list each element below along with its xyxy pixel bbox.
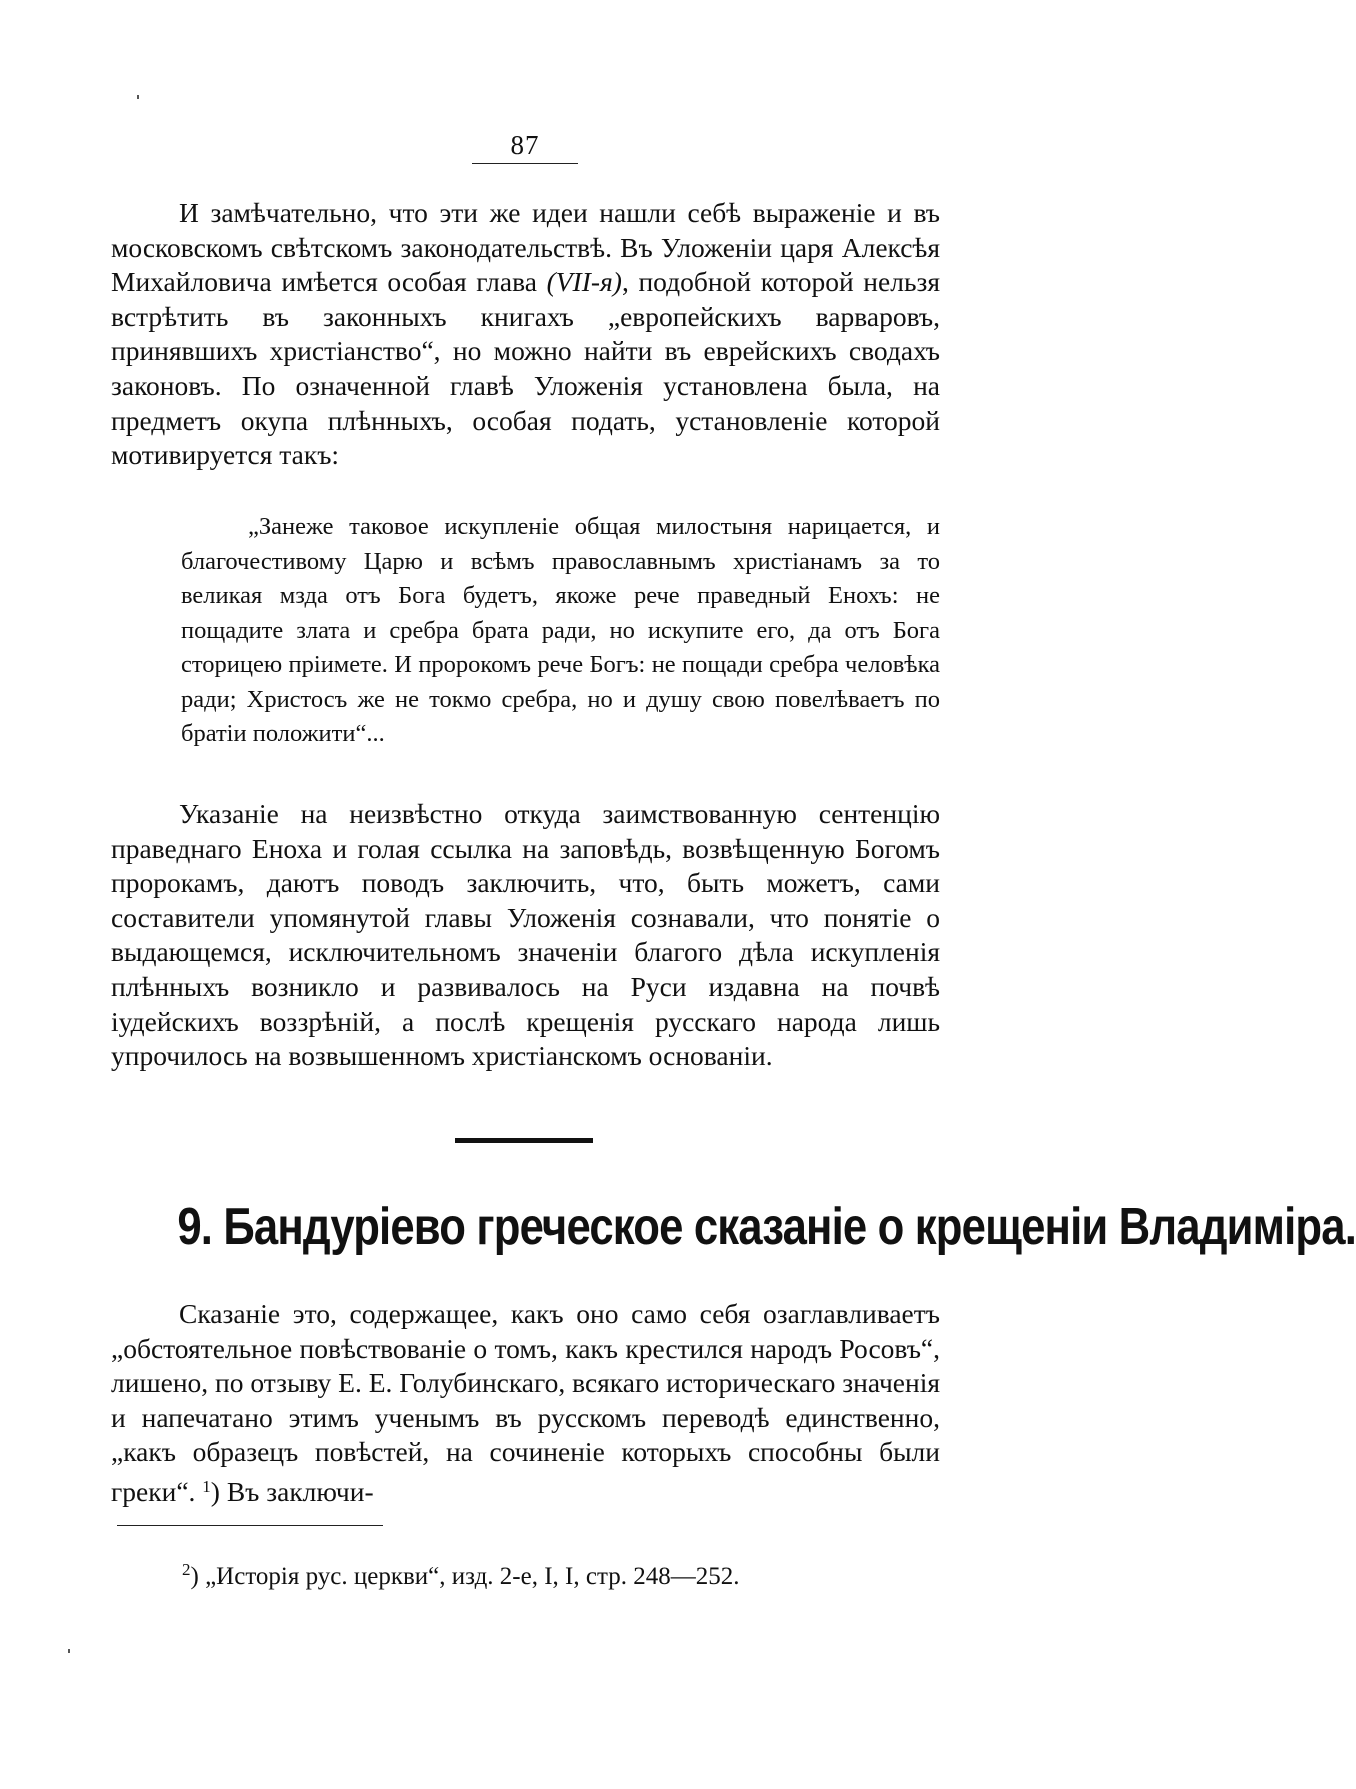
footnote-marker: 2: [182, 1560, 191, 1579]
paragraph-text: ) Въ заключи-: [210, 1475, 374, 1507]
paragraph-conclusion: Указаніе на неизвѣстно откуда заимствованную сентенцію праведнаго Еноха и голая ссылка на заповѣдь, возвѣщенную Богомъ пророкамъ, даютъ поводъ заключить, что, быть можетъ, сами составители упомянутой главы Уложенія сознавали, что понятіе о выдающемся, исключительномъ значеніи благого дѣла искупленія плѣнныхъ возникло и развивалось на Руси издавна на почвѣ іудейскихъ воззрѣній, а послѣ крещенія русскаго народа лишь упрочилось на возвышенномъ христіанскомъ основаніи.: [111, 798, 940, 1072]
print-speck: [137, 95, 139, 99]
footnote-separator: [117, 1525, 383, 1526]
section-heading: 9. Бандуріево греческое сказаніе о крещеніи Владиміра.: [177, 1198, 1356, 1256]
paragraph-text: Сказаніе это, содержащее, какъ оно само себя озаглавливаетъ „обстоятельное повѣствованіе о томъ, какъ крестился народъ Росовъ“, лишено, по отзыву Е. Е. Голубинскаго, всякаго историческаго значенія и напечатано этимъ ученымъ въ русскомъ переводѣ единственно, „какъ образецъ повѣстей, на сочиненіе которыхъ способны были греки“.: [111, 1298, 940, 1507]
page-number-underline: [472, 163, 578, 164]
paragraph-text: И замѣчательно, что эти же идеи нашли себѣ выраженіе и въ московскомъ свѣтскомъ законодательствѣ. Въ Уложеніи царя Алексѣя Михайловича имѣется особая глава: [111, 197, 940, 298]
print-speck: [68, 1649, 70, 1653]
page-number: 87: [510, 130, 540, 160]
footnote-text: ) „Исторія рус. церкви“, изд. 2-е, I, I, стр. 248—252.: [190, 1563, 740, 1590]
paragraph-bandurius: [111, 1297, 940, 1510]
section-divider: [455, 1138, 593, 1143]
paragraph-text: , подобной которой нельзя встрѣтить въ законныхъ книгахъ „европейскихъ варваровъ, принявшихъ христіанство“, но можно найти въ еврейскихъ сводахъ законовъ. По означенной главѣ Уложенія установлена была, на предметъ окупа плѣнныхъ, особая подать, установленіе которой мотивируется такъ:: [111, 266, 941, 471]
footnote: [182, 1553, 962, 1594]
chapter-reference: (VII-я): [546, 266, 622, 298]
paragraph-ulozhenie: [111, 196, 940, 473]
footnote-reference: 1: [202, 1476, 211, 1496]
block-quote: „Занеже таковое искупленіе общая милостыня нарицается, и благочестивому Царю и всѣмъ православнымъ христіанамъ за то великая мзда отъ Бога будетъ, якоже рече праведный Енохъ: не пощадите злата и сребра брата ради, но искупите его, да отъ Бога сторицею пріимете. И пророкомъ рече Богъ: не пощади сребра человѣка ради; Христосъ же не токмо сребра, но и душу свою повелѣваетъ по братіи положити“...: [181, 513, 940, 747]
